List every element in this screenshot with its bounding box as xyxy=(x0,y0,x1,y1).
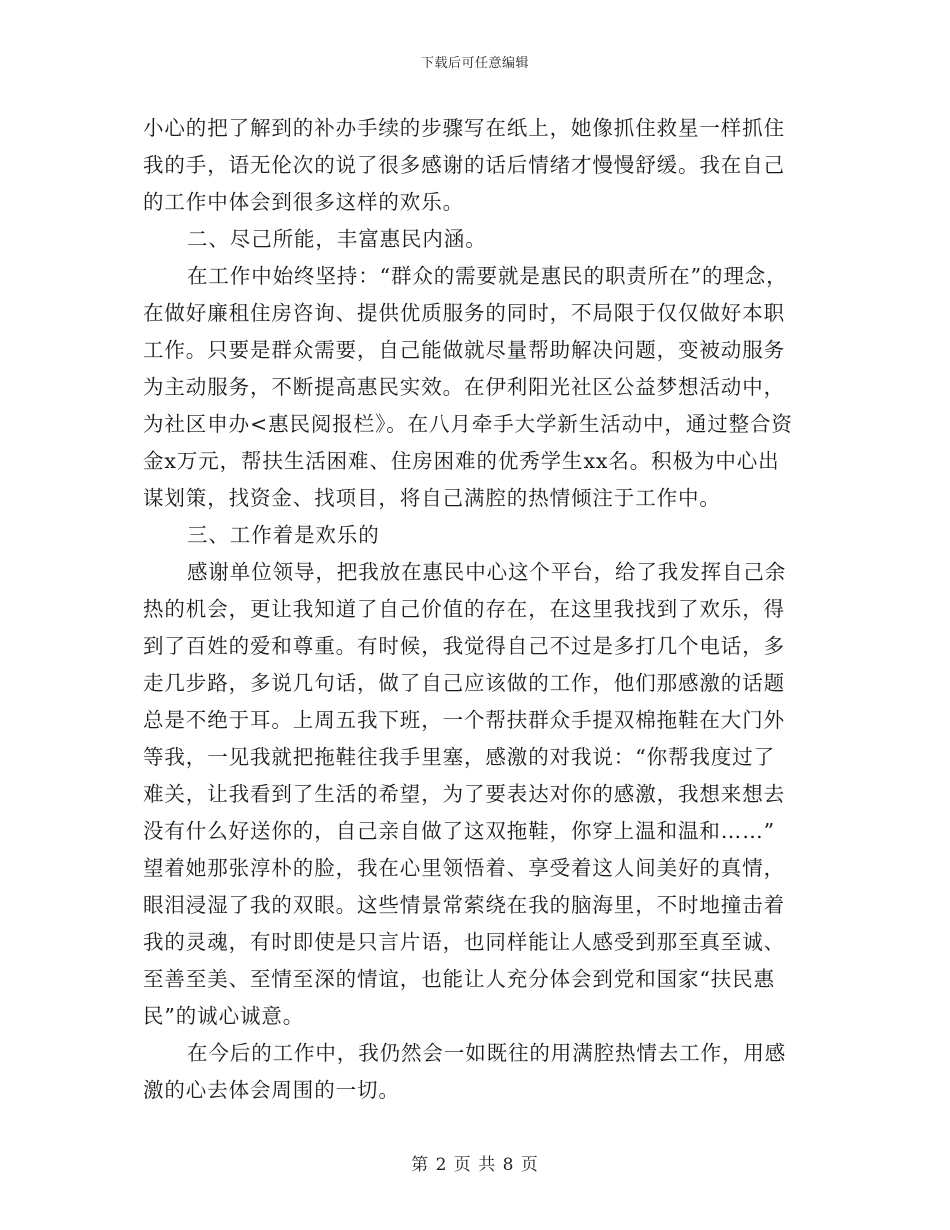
text-line: 在工作中始终坚持：“群众的需要就是惠民的职责所在”的理念， xyxy=(187,264,788,288)
text-line: 走几步路，多说几句话，做了自己应该做的工作，他们那感激的话题 xyxy=(143,671,785,695)
section-heading: 三、工作着是欢乐的 xyxy=(187,523,380,547)
document-body xyxy=(143,110,803,1109)
text-line: 至善至美、至情至深的情谊，也能让人充分体会到党和国家“扶民惠 xyxy=(143,967,775,991)
text-line: 工作。只要是群众需要，自己能做就尽量帮助解决问题，变被动服务 xyxy=(143,338,785,362)
text-line: 我的手，语无伦次的说了很多感谢的话后情绪才慢慢舒缓。我在自己 xyxy=(143,153,785,177)
page-header: 下载后可任意编辑 xyxy=(420,56,529,71)
text-line: 激的心去体会周围的一切。 xyxy=(143,1078,400,1102)
text-line: 金x万元，帮扶生活困难、住房困难的优秀学生xx名。积极为中心出 xyxy=(143,449,780,473)
text-line: 热的机会，更让我知道了自己价值的存在，在这里我找到了欢乐，得 xyxy=(143,597,785,621)
text-line: 我的灵魂，有时即使是只言片语，也同样能让人感受到那至真至诚、 xyxy=(143,930,785,954)
text-line: 没有什么好送你的，自己亲自做了这双拖鞋，你穿上温和温和……” xyxy=(143,819,775,843)
text-line: 在今后的工作中，我仍然会一如既往的用满腔热情去工作，用感 xyxy=(187,1041,787,1065)
text-line: 到了百姓的爱和尊重。有时候，我觉得自己不过是多打几个电话，多 xyxy=(143,634,785,658)
text-line: 在做好廉租住房咨询、提供优质服务的同时，不局限于仅仅做好本职 xyxy=(143,301,785,325)
text-line: 等我，一见我就把拖鞋往我手里塞，感激的对我说：“你帮我度过了 xyxy=(143,745,775,769)
text-line: 望着她那张淳朴的脸，我在心里领悟着、享受着这人间美好的真情， xyxy=(143,856,785,880)
text-line: 眼泪浸湿了我的双眼。这些情景常萦绕在我的脑海里，不时地撞击着 xyxy=(143,893,785,917)
text-line: 为社区申办<惠民阅报栏》。在八月牵手大学新生活动中，通过整合资 xyxy=(143,412,793,436)
text-line: 难关，让我看到了生活的希望，为了要表达对你的感激，我想来想去 xyxy=(143,782,785,806)
text-line: 总是不绝于耳。上周五我下班，一个帮扶群众手提双棉拖鞋在大门外 xyxy=(143,708,785,732)
text-line: 小心的把了解到的补办手续的步骤写在纸上，她像抓住救星一样抓住 xyxy=(143,116,785,140)
text-line: 谋划策，找资金、找项目，将自己满腔的热情倾注于工作中。 xyxy=(143,486,721,510)
text-line: 的工作中体会到很多这样的欢乐。 xyxy=(143,190,464,214)
text-line: 感谢单位领导，把我放在惠民中心这个平台，给了我发挥自己余 xyxy=(187,560,787,584)
text-line: 民”的诚心诚意。 xyxy=(143,1004,305,1028)
page-number: 第 2 页 共 8 页 xyxy=(411,1155,539,1175)
section-heading: 二、尽己所能，丰富惠民内涵。 xyxy=(187,227,487,251)
text-line: 为主动服务，不断提高惠民实效。在伊利阳光社区公益梦想活动中， xyxy=(143,375,785,399)
